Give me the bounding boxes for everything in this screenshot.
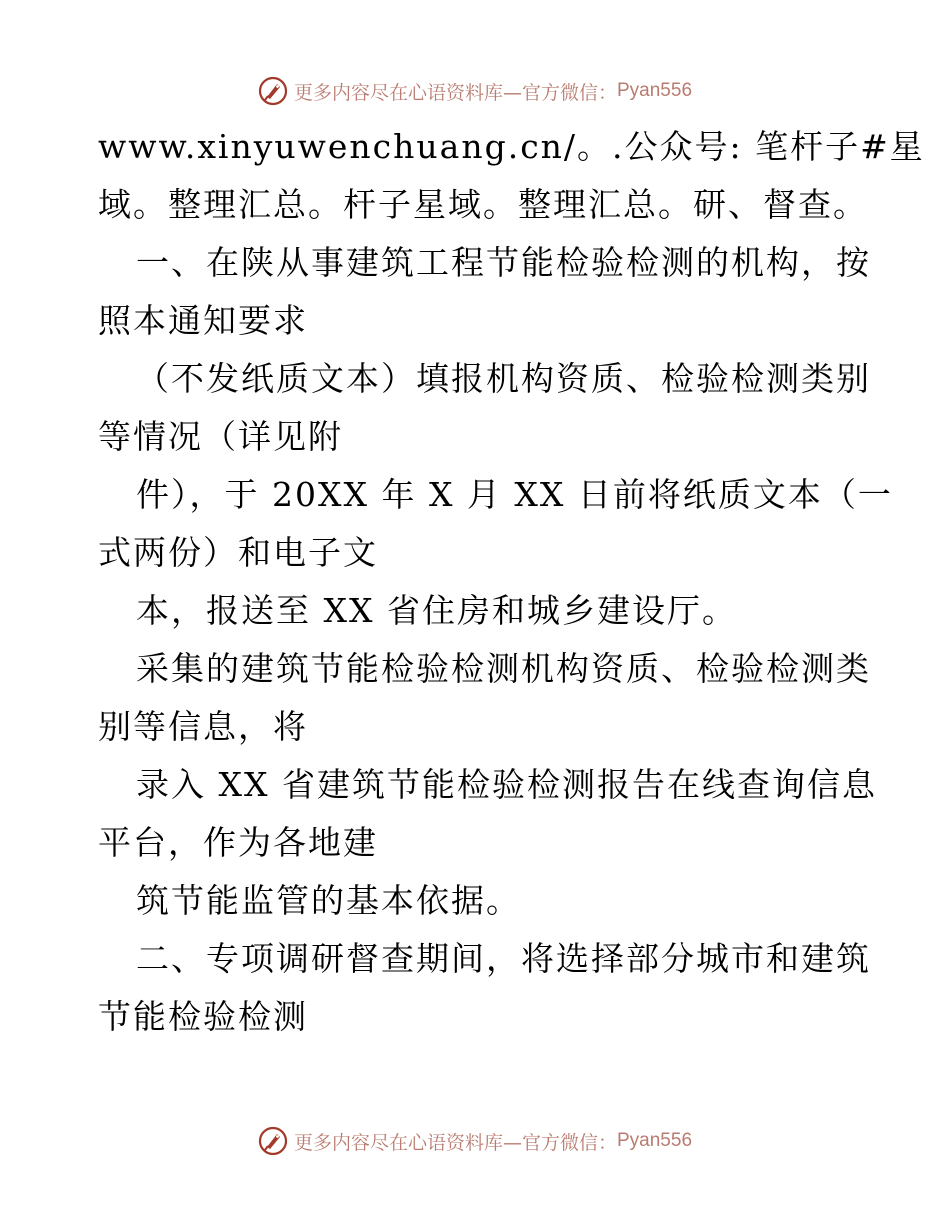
watermark-text: 更多内容尽在心语资料库—官方微信：: [293, 1131, 617, 1154]
watermark-account: Pyan556: [617, 80, 693, 101]
text-line: 等情况（详见附: [98, 417, 343, 456]
text-line: 录入 XX 省建筑节能检验检测报告在线查询信息: [136, 765, 877, 804]
text-line: 件），于 20XX 年 X 月 XX 日前将纸质文本（一: [136, 475, 893, 514]
text-line: 式两份）和电子文: [98, 533, 378, 572]
document-body: [98, 118, 925, 1046]
text-line: 二、专项调研督查期间，将选择部分城市和建筑: [136, 939, 871, 978]
watermark-text: 更多内容尽在心语资料库—官方微信：: [293, 81, 617, 104]
pen-nib-logo-icon: [258, 1126, 288, 1156]
text-line: www.xinyuwenchuang.cn/。.公众号: 笔杆子#星: [98, 127, 925, 166]
text-line: 节能检验检测: [98, 997, 308, 1036]
text-line: 本，报送至 XX 省住房和城乡建设厅。: [136, 591, 737, 630]
footer-watermark: [0, 1124, 950, 1158]
text-line: 采集的建筑节能检验检测机构资质、检验检测类: [136, 649, 871, 688]
text-line: 别等信息，将: [98, 707, 308, 746]
pen-nib-logo-icon: [258, 76, 288, 106]
watermark-account: Pyan556: [617, 1130, 693, 1151]
header-watermark: [0, 74, 950, 108]
text-line: 域。整理汇总。杆子星域。整理汇总。研、督查。: [98, 185, 868, 224]
text-line: 照本通知要求: [98, 301, 308, 340]
text-line: （不发纸质文本）填报机构资质、检验检测类别: [136, 359, 871, 398]
text-line: 筑节能监管的基本依据。: [136, 881, 521, 920]
text-line: 一、在陕从事建筑工程节能检验检测的机构，按: [136, 243, 871, 282]
text-line: 平台，作为各地建: [98, 823, 378, 862]
